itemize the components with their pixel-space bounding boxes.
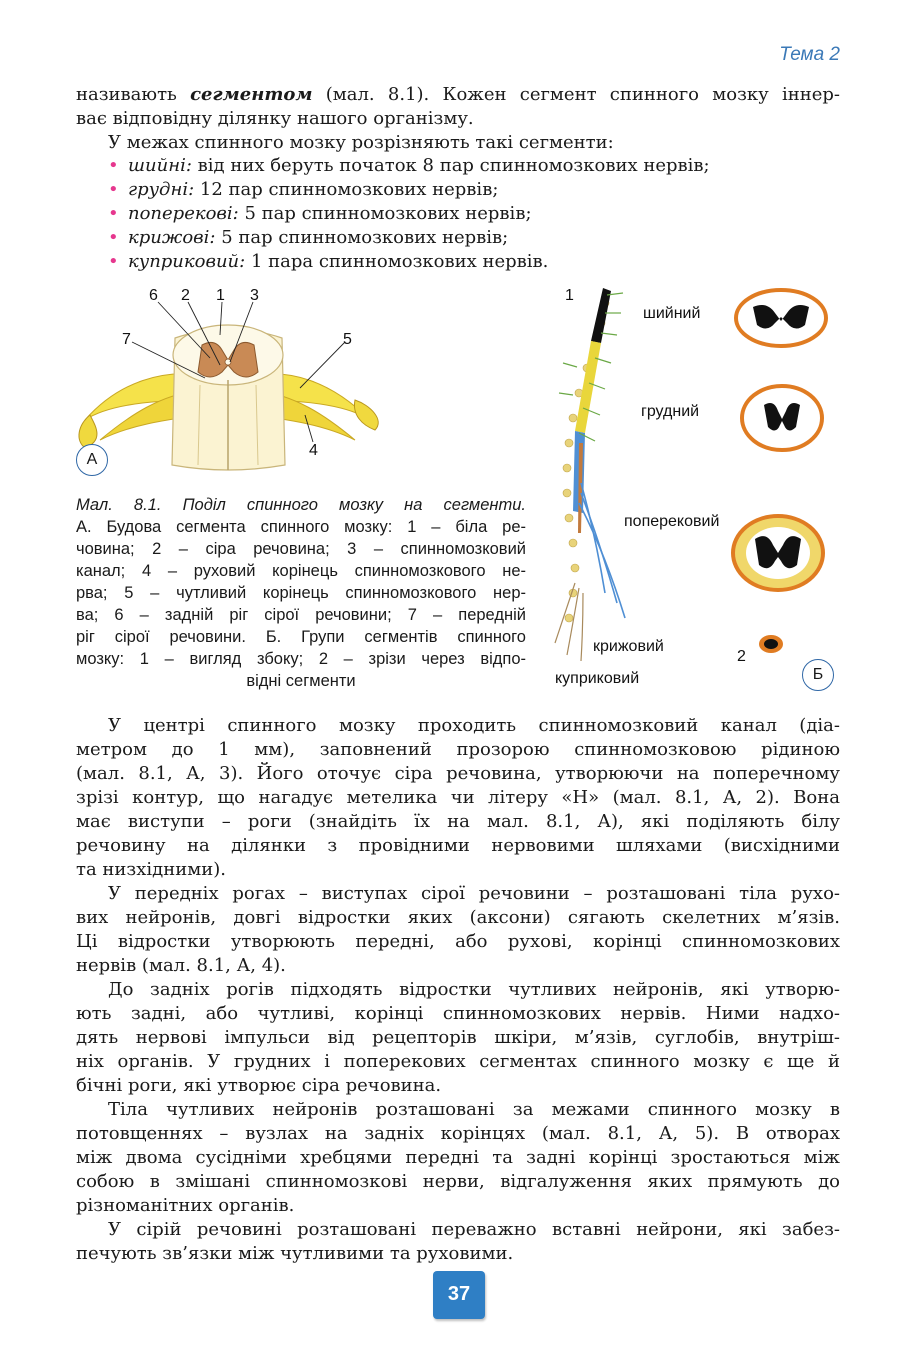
region-label-thoracic: грудний [641, 403, 700, 420]
list-item: • куприковий: 1 пара спинномозкових нервів. [108, 251, 549, 272]
fig-a-label: 6 [149, 287, 158, 304]
figure-a-badge: А [76, 444, 108, 476]
body-line: У сірій речовині розташовані переважно вставні нейрони, які забез- [108, 1219, 840, 1240]
list-item: • поперекові: 5 пар спинномозкових нервів; [108, 203, 532, 224]
spine-side-view-illustration [545, 283, 655, 673]
figure-caption [76, 494, 526, 692]
body-line: До задніх рогів підходять відростки чутливих нейронів, які утворю- [108, 979, 840, 1000]
caption-line: ріг сірої речовини. Б. Групи сегментів спинного [76, 628, 526, 646]
cervical-cross-section [733, 287, 829, 349]
body-line: нервів (мал. 8.1, А, 4). [76, 955, 286, 976]
body-line: У передніх рогах – виступах сірої речовини – розташовані тіла рухо- [108, 883, 840, 904]
caption-line: рва; 5 – чутливий корінець спинномозкового нер- [76, 584, 526, 602]
body-line: собою в змішані спинномозкові нерви, відгалуження яких прямують до [76, 1171, 840, 1192]
body-line: ніх органів. У грудних і поперекових сегментах спинного мозку є ще й [76, 1051, 840, 1072]
body-line: бічні роги, які утворює сіра речовина. [76, 1075, 442, 1096]
caption-line: мозку: 1 – вигляд збоку; 2 – зрізи через відпо- [76, 650, 526, 668]
body-line: Ці відростки утворюють передні, або рухові, корінці спинномозкових [76, 931, 840, 952]
body-line: між двома сусідніми хребцями передні та задні корінці зростаються між [76, 1147, 840, 1168]
fig-a-label: 7 [122, 331, 131, 348]
thoracic-cross-section [738, 383, 826, 453]
fig-b-num-2: 2 [737, 648, 746, 665]
region-label-cervical: шийний [643, 305, 701, 322]
bullet-icon: • [108, 179, 119, 200]
caption-line: ва; 6 – задній ріг сірої речовини; 7 – передній [76, 606, 526, 624]
fig-a-label: 4 [309, 442, 318, 459]
bullet-icon: • [108, 227, 119, 248]
caption-line: відні сегменти [246, 672, 356, 690]
topic-header: Тема 2 [779, 44, 840, 65]
bullet-icon: • [108, 251, 119, 272]
caption-line: Мал. 8.1. Поділ спинного мозку на сегменти. [76, 496, 526, 514]
sacral-cross-section [757, 633, 785, 655]
body-line: Тіла чутливих нейронів розташовані за межами спинного мозку в [108, 1099, 840, 1120]
bullet-icon: • [108, 203, 119, 224]
body-line: ють задні, або чутливі, корінці спинномозкових нервів. Ними надхо- [76, 1003, 840, 1024]
fig-a-label: 5 [343, 331, 352, 348]
intro-line-1: називають сегментом (мал. 8.1). Кожен сегмент спинного мозку іннер- [76, 84, 840, 105]
caption-line: канал; 4 – руховий корінець спинномозкового не- [76, 562, 526, 580]
body-line: має виступи – роги (знайдіть їх на мал. 8.1, А), які поділяють білу [76, 811, 840, 832]
spinal-segment-illustration [70, 280, 390, 480]
body-line: зрізі контур, що нагадує метелика чи літеру «Н» (мал. 8.1, А, 2). Вона [76, 787, 840, 808]
fig-a-label: 3 [250, 287, 259, 304]
page-number: 37 [433, 1271, 485, 1319]
body-line: потовщеннях – вузлах на задніх корінцях (мал. 8.1, А, 5). В отворах [76, 1123, 840, 1144]
region-label-sacral: крижовий [593, 638, 664, 655]
list-item: • шийні: від них беруть початок 8 пар спинномозкових нервів; [108, 155, 710, 176]
list-item: • грудні: 12 пар спинномозкових нервів; [108, 179, 499, 200]
body-line: У центрі спинного мозку проходить спинномозковий канал (діа- [108, 715, 840, 736]
fig-a-label: 2 [181, 287, 190, 304]
body-line: різноманітних органів. [76, 1195, 295, 1216]
bullet-icon: • [108, 155, 119, 176]
lumbar-cross-section [729, 513, 827, 593]
intro-line-2: ває відповідну ділянку нашого організму. [76, 108, 474, 129]
caption-line: човина; 2 – сіра речовина; 3 – спинномозковий [76, 540, 526, 558]
body-line: (мал. 8.1, А, 3). Його оточує сіра речовина, утворюючи на поперечному [76, 763, 840, 784]
body-line: речовину на ділянки з провідними нервовими шляхами (висхідними [76, 835, 840, 856]
figure-b-badge: Б [802, 659, 834, 691]
fig-b-num-1: 1 [565, 287, 574, 304]
body-line: та низхідними). [76, 859, 226, 880]
body-line: печують зв’язки між чутливими та руховими. [76, 1243, 514, 1264]
list-item: • крижові: 5 пар спинномозкових нервів; [108, 227, 509, 248]
region-label-lumbar: поперековий [624, 513, 720, 530]
fig-a-label: 1 [216, 287, 225, 304]
body-line: вих нейронів, довгі відростки яких (аксони) сягають скелетних м’язів. [76, 907, 840, 928]
body-line: метром до 1 мм), заповнений прозорою спинномозковою рідиною [76, 739, 840, 760]
caption-line: А. Будова сегмента спинного мозку: 1 – біла ре- [76, 518, 526, 536]
intro-line-3: У межах спинного мозку розрізняють такі сегменти: [108, 132, 614, 153]
body-line: дять нервові імпульси від рецепторів шкіри, м’язів, суглобів, внутріш- [76, 1027, 840, 1048]
region-label-coccygeal: куприковий [555, 670, 640, 687]
